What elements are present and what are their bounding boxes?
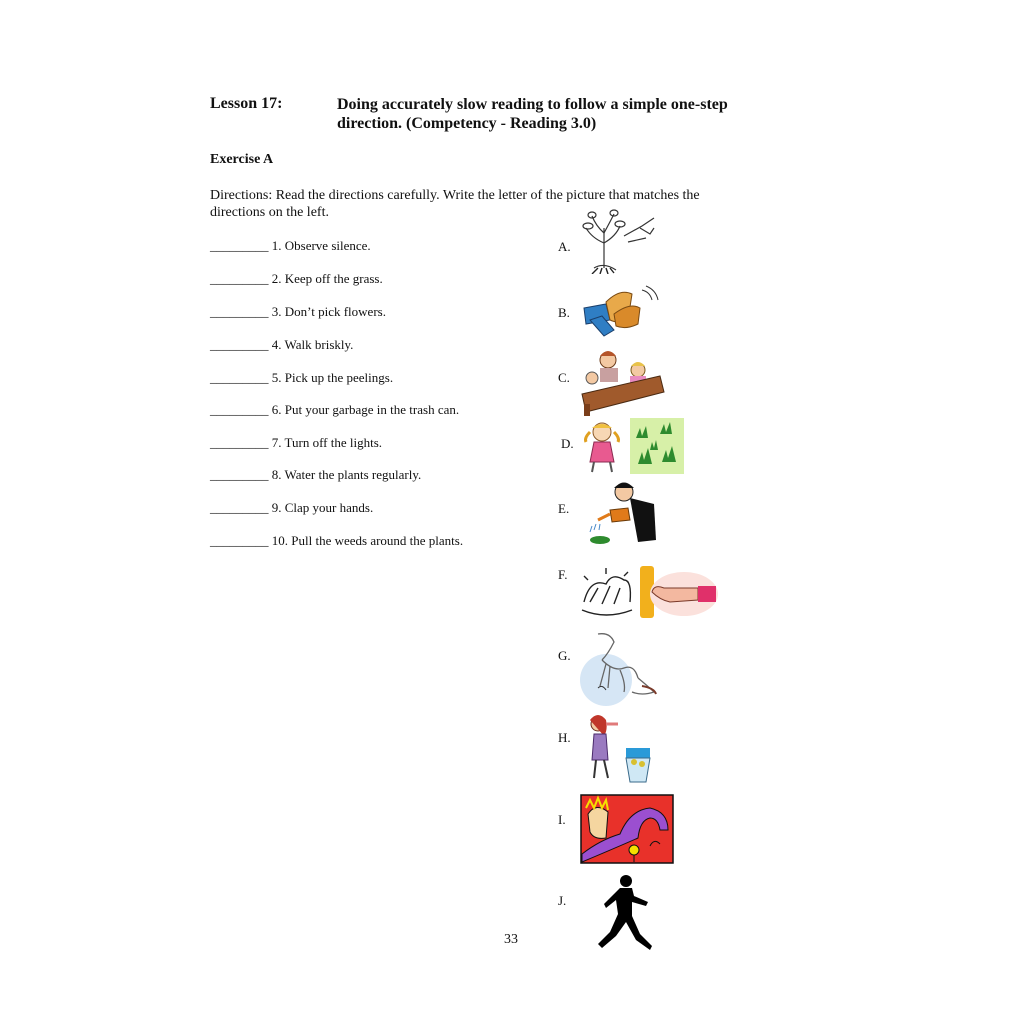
answer-blank[interactable]: _________ [210,337,269,352]
lesson-title [337,95,807,133]
item-text: 4. Walk briskly. [271,337,354,352]
choice-letter-e: E. [558,501,570,516]
walking-person-icon [594,874,656,954]
list-item [210,271,383,287]
flower-picking-icon [580,794,674,864]
directions-line2: directions on the left. [210,205,329,220]
weed-pulling-icon [580,208,658,274]
answer-blank[interactable]: _________ [210,500,269,515]
answer-blank[interactable]: _________ [210,304,269,319]
choice-letter-c: C. [558,370,570,385]
list-item [210,500,373,516]
clapping-hands-icon [580,280,660,340]
item-text: 2. Keep off the grass. [271,271,383,286]
item-text: 7. Turn off the lights. [271,435,383,450]
picking-up-peelings-icon [580,630,660,708]
answer-blank[interactable]: _________ [210,435,269,450]
choice-letter-f: F. [558,567,568,582]
list-item [210,337,353,353]
watering-plant-icon [584,478,664,548]
answer-blank[interactable]: _________ [210,402,269,417]
item-text: 10. Pull the weeds around the plants. [271,533,464,548]
answer-blank[interactable]: _________ [210,370,269,385]
exercise-title: Exercise A [210,152,274,167]
answer-blank[interactable]: _________ [210,467,269,482]
item-text: 5. Pick up the peelings. [271,370,394,385]
choice-letter-h: H. [558,730,571,745]
directions [210,187,780,221]
choice-letter-g: G. [558,648,571,663]
item-text: 3. Don’t pick flowers. [271,304,386,319]
choice-letter-i: I. [558,812,566,827]
trash-can-icon [584,712,656,786]
page-number: 33 [504,932,518,947]
list-item [210,238,371,254]
lesson-title-line1: Doing accurately slow reading to follow a simple one-step [337,96,728,113]
item-text: 9. Clap your hands. [271,500,374,515]
list-item [210,435,382,451]
girl-and-grass-icon [580,418,684,474]
answer-blank[interactable]: _________ [210,533,269,548]
choice-letter-a: A. [558,239,571,254]
quiet-classroom-icon [580,346,666,416]
list-item [210,370,393,386]
list-item [210,402,459,418]
choice-letter-j: J. [558,893,567,908]
item-text: 6. Put your garbage in the trash can. [271,402,460,417]
lesson-title-line2: direction. (Competency - Reading 3.0) [337,115,597,132]
list-item [210,467,421,483]
answer-blank[interactable]: _________ [210,238,269,253]
list-item [210,304,386,320]
choice-letter-b: B. [558,305,570,320]
answer-blank[interactable]: _________ [210,271,269,286]
directions-line1: Directions: Read the directions carefully. Write the letter of the picture that matches the [210,188,700,203]
lesson-label: Lesson 17: [210,95,283,112]
list-item [210,533,463,549]
choice-letter-d: D. [561,436,574,451]
item-text: 1. Observe silence. [271,238,371,253]
item-text: 8. Water the plants regularly. [271,467,422,482]
light-switch-icon [580,562,720,624]
